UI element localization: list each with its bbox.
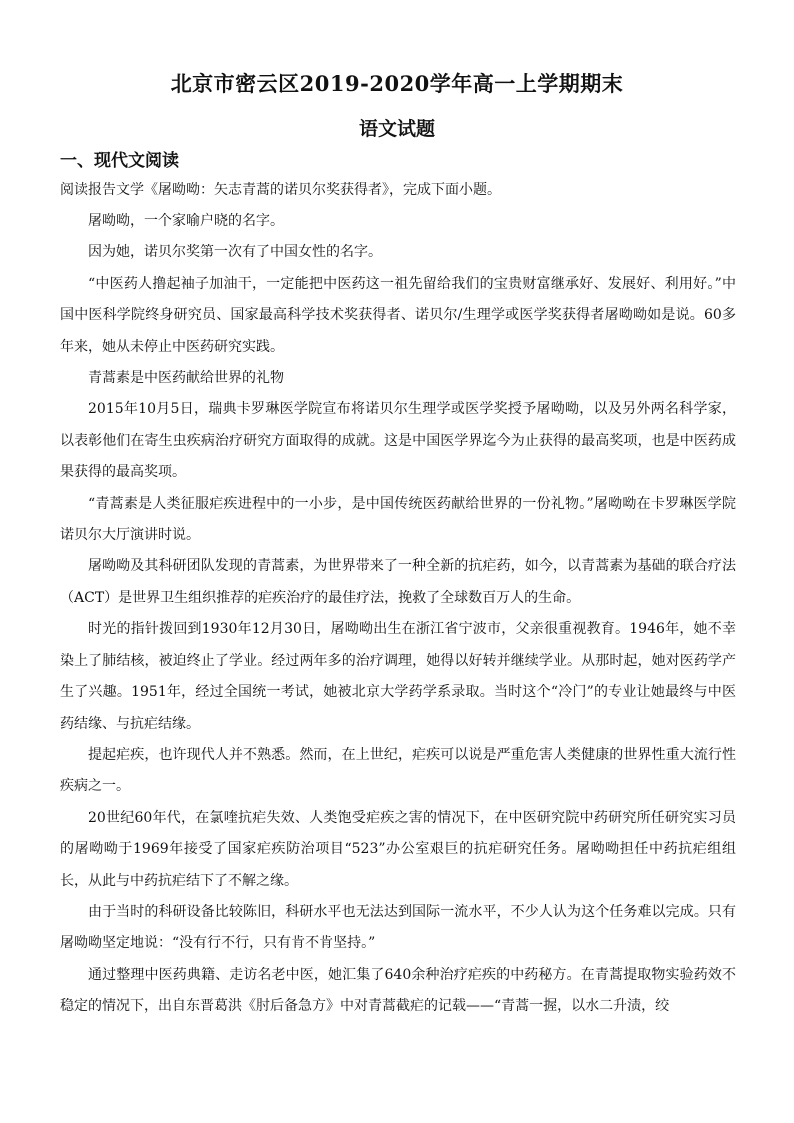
paragraph: 因为她，诺贝尔奖第一次有了中国女性的名字。 xyxy=(88,244,382,261)
paragraph: 屠呦呦及其科研团队发现的青蒿素，为世界带来了一种全新的抗疟药，如今，以青蒿素为基础的联合疗法（ACT）是世界卫生组织推荐的疟疾治疗的最佳疗法，挽救了全球数百万人的生命。 xyxy=(60,558,736,606)
paragraph: 时光的指针拨回到1930年12月30日，屠呦呦出生在浙江省宁波市，父亲很重视教育。1946年，她不幸染上了肺结核，被迫终止了学业。经过两年多的治疗调理，她得以好转并继续学业。从那时起，她对医药学产生了兴趣。1951年，经过全国统一考试，她被北京大学药学系录取。当时这个“冷门”的专业让她最终与中医药结缘、与抗疟结缘。 xyxy=(60,621,736,732)
paragraph: 由于当时的科研设备比较陈旧，科研水平也无法达到国际一流水平，不少人认为这个任务难以完成。只有屠呦呦坚定地说：“没有行不行，只有肯不肯坚持。” xyxy=(60,903,736,952)
page-title: 北京市密云区2019-2020学年高一上学期期末 xyxy=(170,71,624,96)
paragraph: 屠呦呦，一个家喻户晓的名字。 xyxy=(88,213,284,229)
section-heading: 一、现代文阅读 xyxy=(60,151,179,171)
paragraph: 2015年10月5日，瑞典卡罗琳医学院宣布将诺贝尔生理学或医学奖授予屠呦呦，以及另外两名科学家，以表彰他们在寄生虫疾病治疗研究方面取得的成就。这是中国医学界迄今为止获得的最高奖项，也是中医药成果获得的最高奖项。 xyxy=(60,401,736,481)
paragraph: 提起疟疾，也许现代人并不熟悉。然而，在上世纪，疟疾可以说是严重危害人类健康的世界性重大流行性疾病之一。 xyxy=(60,746,736,795)
article-subheading: 青蒿素是中医药献给世界的礼物 xyxy=(88,370,284,387)
article-body xyxy=(60,206,736,1023)
paragraph: “青蒿素是人类征服疟疾进程中的一小步，是中国传统医药献给世界的一份礼物。”屠呦呦在卡罗琳医学院诺贝尔大厅演讲时说。 xyxy=(60,495,736,544)
page-subtitle: 语文试题 xyxy=(358,118,435,140)
paragraph: 20世纪60年代，在氯喹抗疟失效、人类饱受疟疾之害的情况下，在中医研究院中药研究所任研究实习员的屠呦呦于1969年接受了国家疟疾防治项目“523”办公室艰巨的抗疟研究任务。屠呦呦担任中药抗疟组组长，从此与中药抗疟结下了不解之缘。 xyxy=(60,809,736,889)
paragraph: “中医药人撸起袖子加油干，一定能把中医药这一祖先留给我们的宝贵财富继承好、发展好、利用好。”中国中医科学院终身研究员、国家最高科学技术奖获得者、诺贝尔/生理学或医学奖获得者屠呦呦如是说。60多年来，她从未停止中医药研究实践。 xyxy=(60,275,736,355)
reading-instruction: 阅读报告文学《屠呦呦：矢志青蒿的诺贝尔奖获得者》，完成下面小题。 xyxy=(60,182,501,198)
paragraph: 通过整理中医药典籍、走访名老中医，她汇集了640余种治疗疟疾的中药秘方。在青蒿提取物实验药效不稳定的情况下，出自东晋葛洪《肘后备急方》中对青蒿截疟的记载——“青蒿一握，以水二升渍，绞 xyxy=(60,966,736,1015)
